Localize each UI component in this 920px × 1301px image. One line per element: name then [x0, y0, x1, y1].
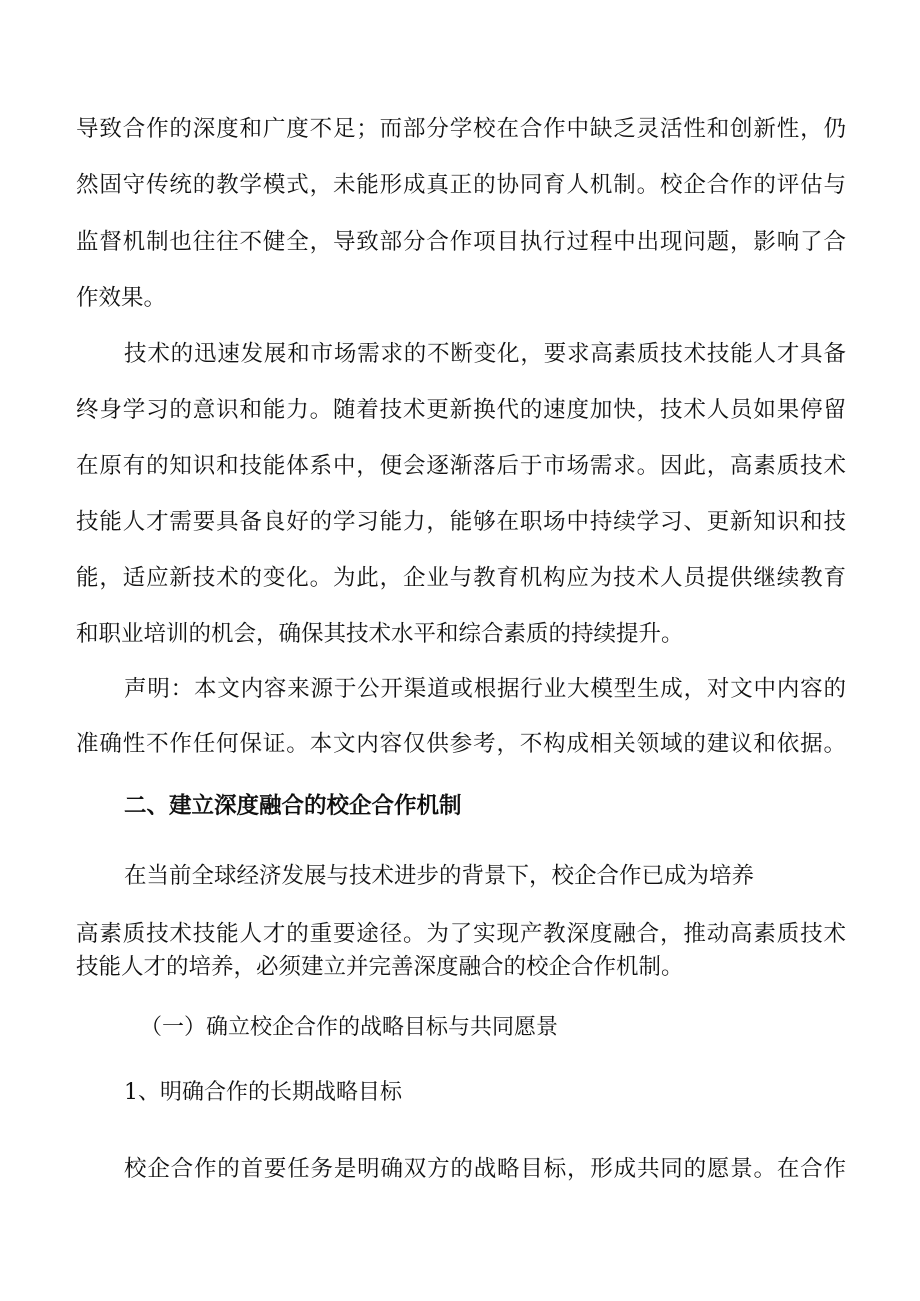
section-heading: 二、建立深度融合的校企合作机制: [124, 793, 462, 819]
subsection-heading: （一）确立校企合作的战略目标与共同愿景: [140, 1015, 559, 1040]
paragraph-1-line-4: 作效果。: [76, 285, 167, 311]
paragraph-2-line-3: 在原有的知识和技能体系中，便会逐渐落后于市场需求。因此，高素质技术: [76, 453, 846, 479]
paragraph-2-line-6: 和职业培训的机会，确保其技术水平和综合素质的持续提升。: [76, 621, 684, 647]
paragraph-1-line-3: 监督机制也往往不健全，导致部分合作项目执行过程中出现问题，影响了合: [76, 229, 846, 255]
paragraph-1-line-1: 导致合作的深度和广度不足；而部分学校在合作中缺乏灵活性和创新性，仍: [76, 116, 846, 142]
item-heading: 1、明确合作的长期战略目标: [124, 1080, 402, 1105]
paragraph-3-line-1: 在当前全球经济发展与技术进步的背景下，校企合作已成为培养: [124, 863, 755, 889]
statement-line-2: 准确性不作任何保证。本文内容仅供参考，不构成相关领域的建议和依据。: [76, 731, 846, 757]
paragraph-3-line-2: 高素质技术技能人才的重要途径。为了实现产教深度融合，推动高素质技术: [76, 921, 846, 947]
statement-line-1: 声明：本文内容来源于公开渠道或根据行业大模型生成，对文中内容的: [124, 676, 846, 702]
paragraph-1-line-2: 然固守传统的教学模式，未能形成真正的协同育人机制。校企合作的评估与: [76, 172, 846, 198]
paragraph-2-line-1: 技术的迅速发展和市场需求的不断变化，要求高素质技术技能人才具备: [124, 341, 846, 367]
paragraph-4-line-1: 校企合作的首要任务是明确双方的战略目标，形成共同的愿景。在合作: [124, 1156, 846, 1182]
paragraph-3-line-3: 技能人才的培养，必须建立并完善深度融合的校企合作机制。: [76, 954, 684, 980]
paragraph-2-line-2: 终身学习的意识和能力。随着技术更新换代的速度加快，技术人员如果停留: [76, 397, 846, 423]
paragraph-2-line-4: 技能人才需要具备良好的学习能力，能够在职场中持续学习、更新知识和技: [76, 509, 846, 535]
paragraph-2-line-5: 能，适应新技术的变化。为此，企业与教育机构应为技术人员提供继续教育: [76, 565, 846, 591]
